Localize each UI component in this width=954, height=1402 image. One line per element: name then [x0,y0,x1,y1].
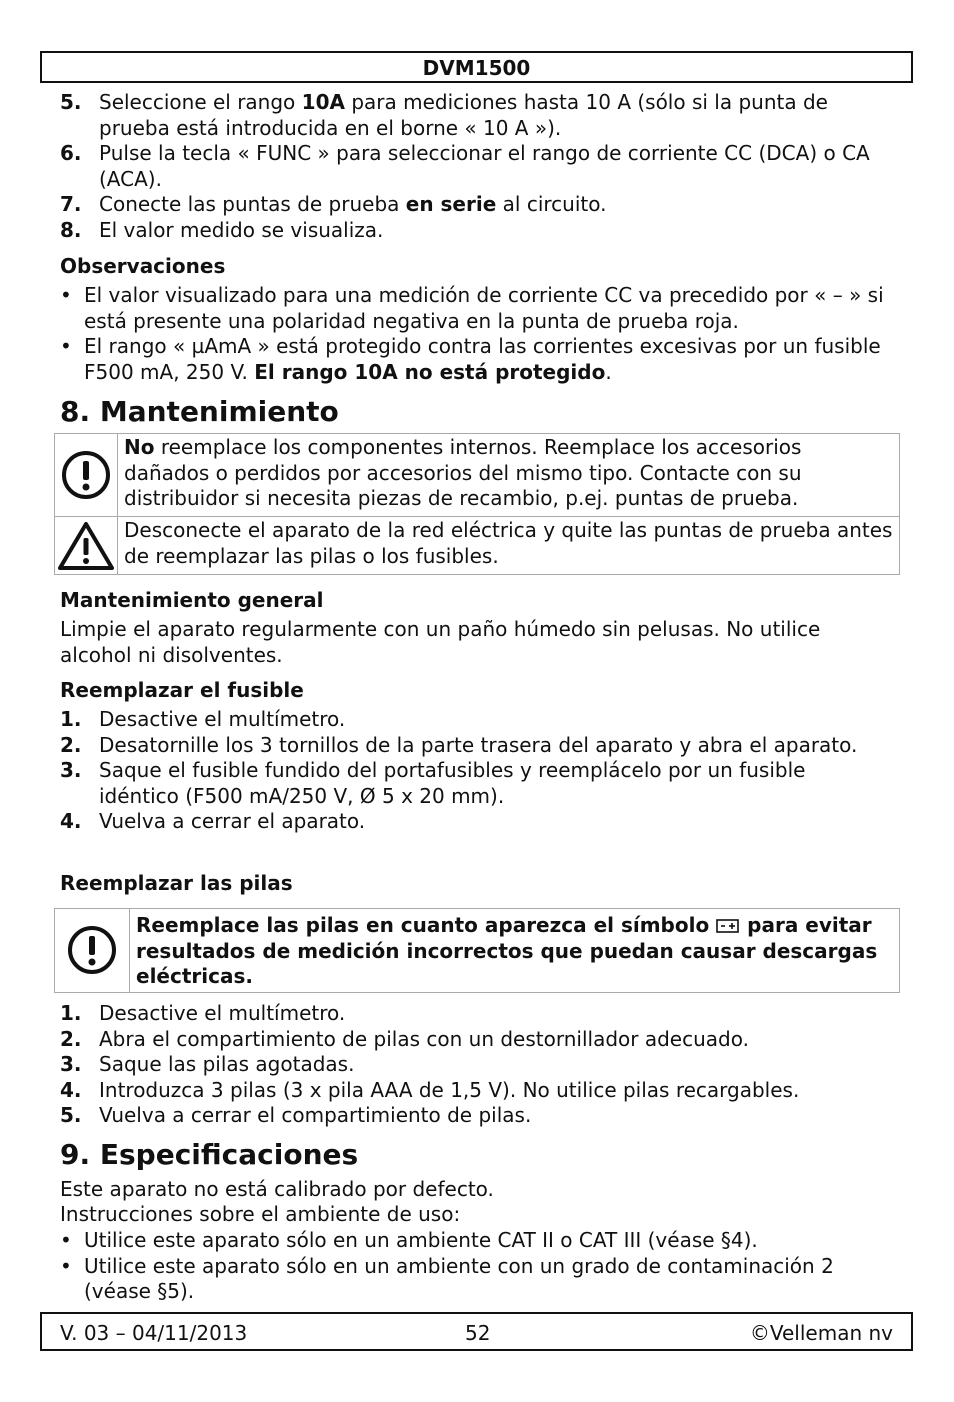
battery-steps-list [60,1001,890,1129]
document-header [40,51,913,83]
item-number: 3. [60,1052,82,1076]
list-item: • El rango « µAmA » está protegido contra las corrientes excesivas por un fusible F500 mA, 250 V. El rango 10A no está protegido. [60,334,881,384]
list-item: • Utilice este aparato sólo en un ambiente CAT II o CAT III (véase §4). [60,1228,758,1252]
item-number: 5. [60,1103,82,1127]
list-item: • El valor visualizado para una medición de corriente CC va precedido por « – » si está presente una polaridad negativa en la punta de prueba roja. [60,283,884,333]
list-item: 4. Vuelva a cerrar el aparato. [60,809,366,833]
spec-environment-line: Instrucciones sobre el ambiente de uso: [60,1202,461,1226]
bullet-icon: • [60,334,72,358]
item-number: 7. [60,192,82,216]
bullet-icon: • [60,1228,72,1252]
item-number: 5. [60,90,82,114]
list-item: 2. Desatornille los 3 tornillos de la parte trasera del aparato y abra el aparato. [60,732,858,757]
list-item: 7. Conecte las puntas de prueba en serie al circuito. [60,192,607,216]
warning-row [55,434,900,517]
section-8-title: 8. Mantenimiento [60,395,339,428]
list-item: 5. Seleccione el rango 10A para mediciones hasta 10 A (sólo si la punta de prueba está introducida en el borne « 10 A »). [60,90,828,140]
list-item: 5. Vuelva a cerrar el compartimiento de pilas. [60,1103,532,1127]
list-item: 1. Desactive el multímetro. [60,1001,346,1025]
reemplazar-pilas-heading: Reemplazar las pilas [60,871,293,895]
reemplazar-fusible-heading: Reemplazar el fusible [60,678,304,702]
warning-triangle-icon [56,520,116,572]
page-number: 52 [465,1321,491,1345]
observaciones-heading: Observaciones [60,254,226,278]
footer-version: V. 03 – 04/11/2013 [60,1321,248,1345]
list-item: 3. Saque las pilas agotadas. [60,1052,355,1076]
item-number: 4. [60,809,82,833]
item-number: 6. [60,141,82,165]
list-item: 3. Saque el fusible fundido del portafusibles y reemplácelo por un fusible idéntico (F500 mA/250 V, Ø 5 x 20 mm). [60,758,806,808]
bullet-icon: • [60,283,72,307]
list-item: 1. Desactive el multímetro. [60,707,346,731]
observaciones-list [60,283,890,385]
warning-text: Reemplace las pilas en cuanto aparezca el símbolo para evitar resultados de medición incorrectos que puedan causar descargas eléctricas. [130,909,900,993]
list-item: 2. Abra el compartimiento de pilas con un destornillador adecuado. [60,1026,749,1051]
warning-text: No reemplace los componentes internos. Reemplace los accesorios dañados o perdidos por accesorios del mismo tipo. Contacte con su distribuidor si necesita piezas de recambio, p.ej. puntas de prueba. [118,434,900,517]
footer-copyright: ©Velleman nv [749,1321,893,1345]
warning-text: Desconecte el aparato de la red eléctrica y quite las puntas de prueba antes de reemplazar las pilas o los fusibles. [118,517,900,575]
section-9-title: 9. Especificaciones [60,1138,359,1171]
item-number: 2. [60,1026,82,1051]
warning-row [55,909,900,993]
battery-icon [716,918,740,934]
list-item: 6. Pulse la tecla « FUNC » para seleccionar el rango de corriente CC (DCA) o CA (ACA). [60,141,870,191]
environment-list [60,1228,890,1305]
notice-icon-cell [55,434,118,517]
mantenimiento-general-heading: Mantenimiento general [60,588,324,612]
bullet-icon: • [60,1253,72,1278]
item-number: 1. [60,1001,82,1025]
item-number: 4. [60,1077,82,1102]
item-number: 8. [60,217,82,242]
battery-warning-table [54,908,900,993]
item-number: 3. [60,758,82,782]
maintenance-warnings-table [54,433,900,575]
mantenimiento-general-text: Limpie el aparato regularmente con un paño húmedo sin pelusas. No utilice alcohol ni disolventes. [60,617,821,667]
warning-row [55,517,900,575]
fuse-steps-list [60,707,890,835]
list-item: 4. Introduzca 3 pilas (3 x pila AAA de 1,5 V). No utilice pilas recargables. [60,1077,800,1102]
list-item: 8. El valor medido se visualiza. [60,217,384,242]
exclamation-circle-icon [60,449,112,501]
exclamation-circle-icon [66,924,118,976]
spec-intro-line: Este aparato no está calibrado por defecto. [60,1177,494,1201]
notice-icon-cell [55,909,130,993]
document-footer [40,1312,913,1351]
item-number: 1. [60,707,82,731]
item-number: 2. [60,732,82,757]
warning-icon-cell [55,517,118,575]
header-title: DVM1500 [422,56,531,80]
measurement-steps-list [60,90,890,243]
list-item: • Utilice este aparato sólo en un ambiente con un grado de contaminación 2 (véase §5). [60,1253,834,1303]
